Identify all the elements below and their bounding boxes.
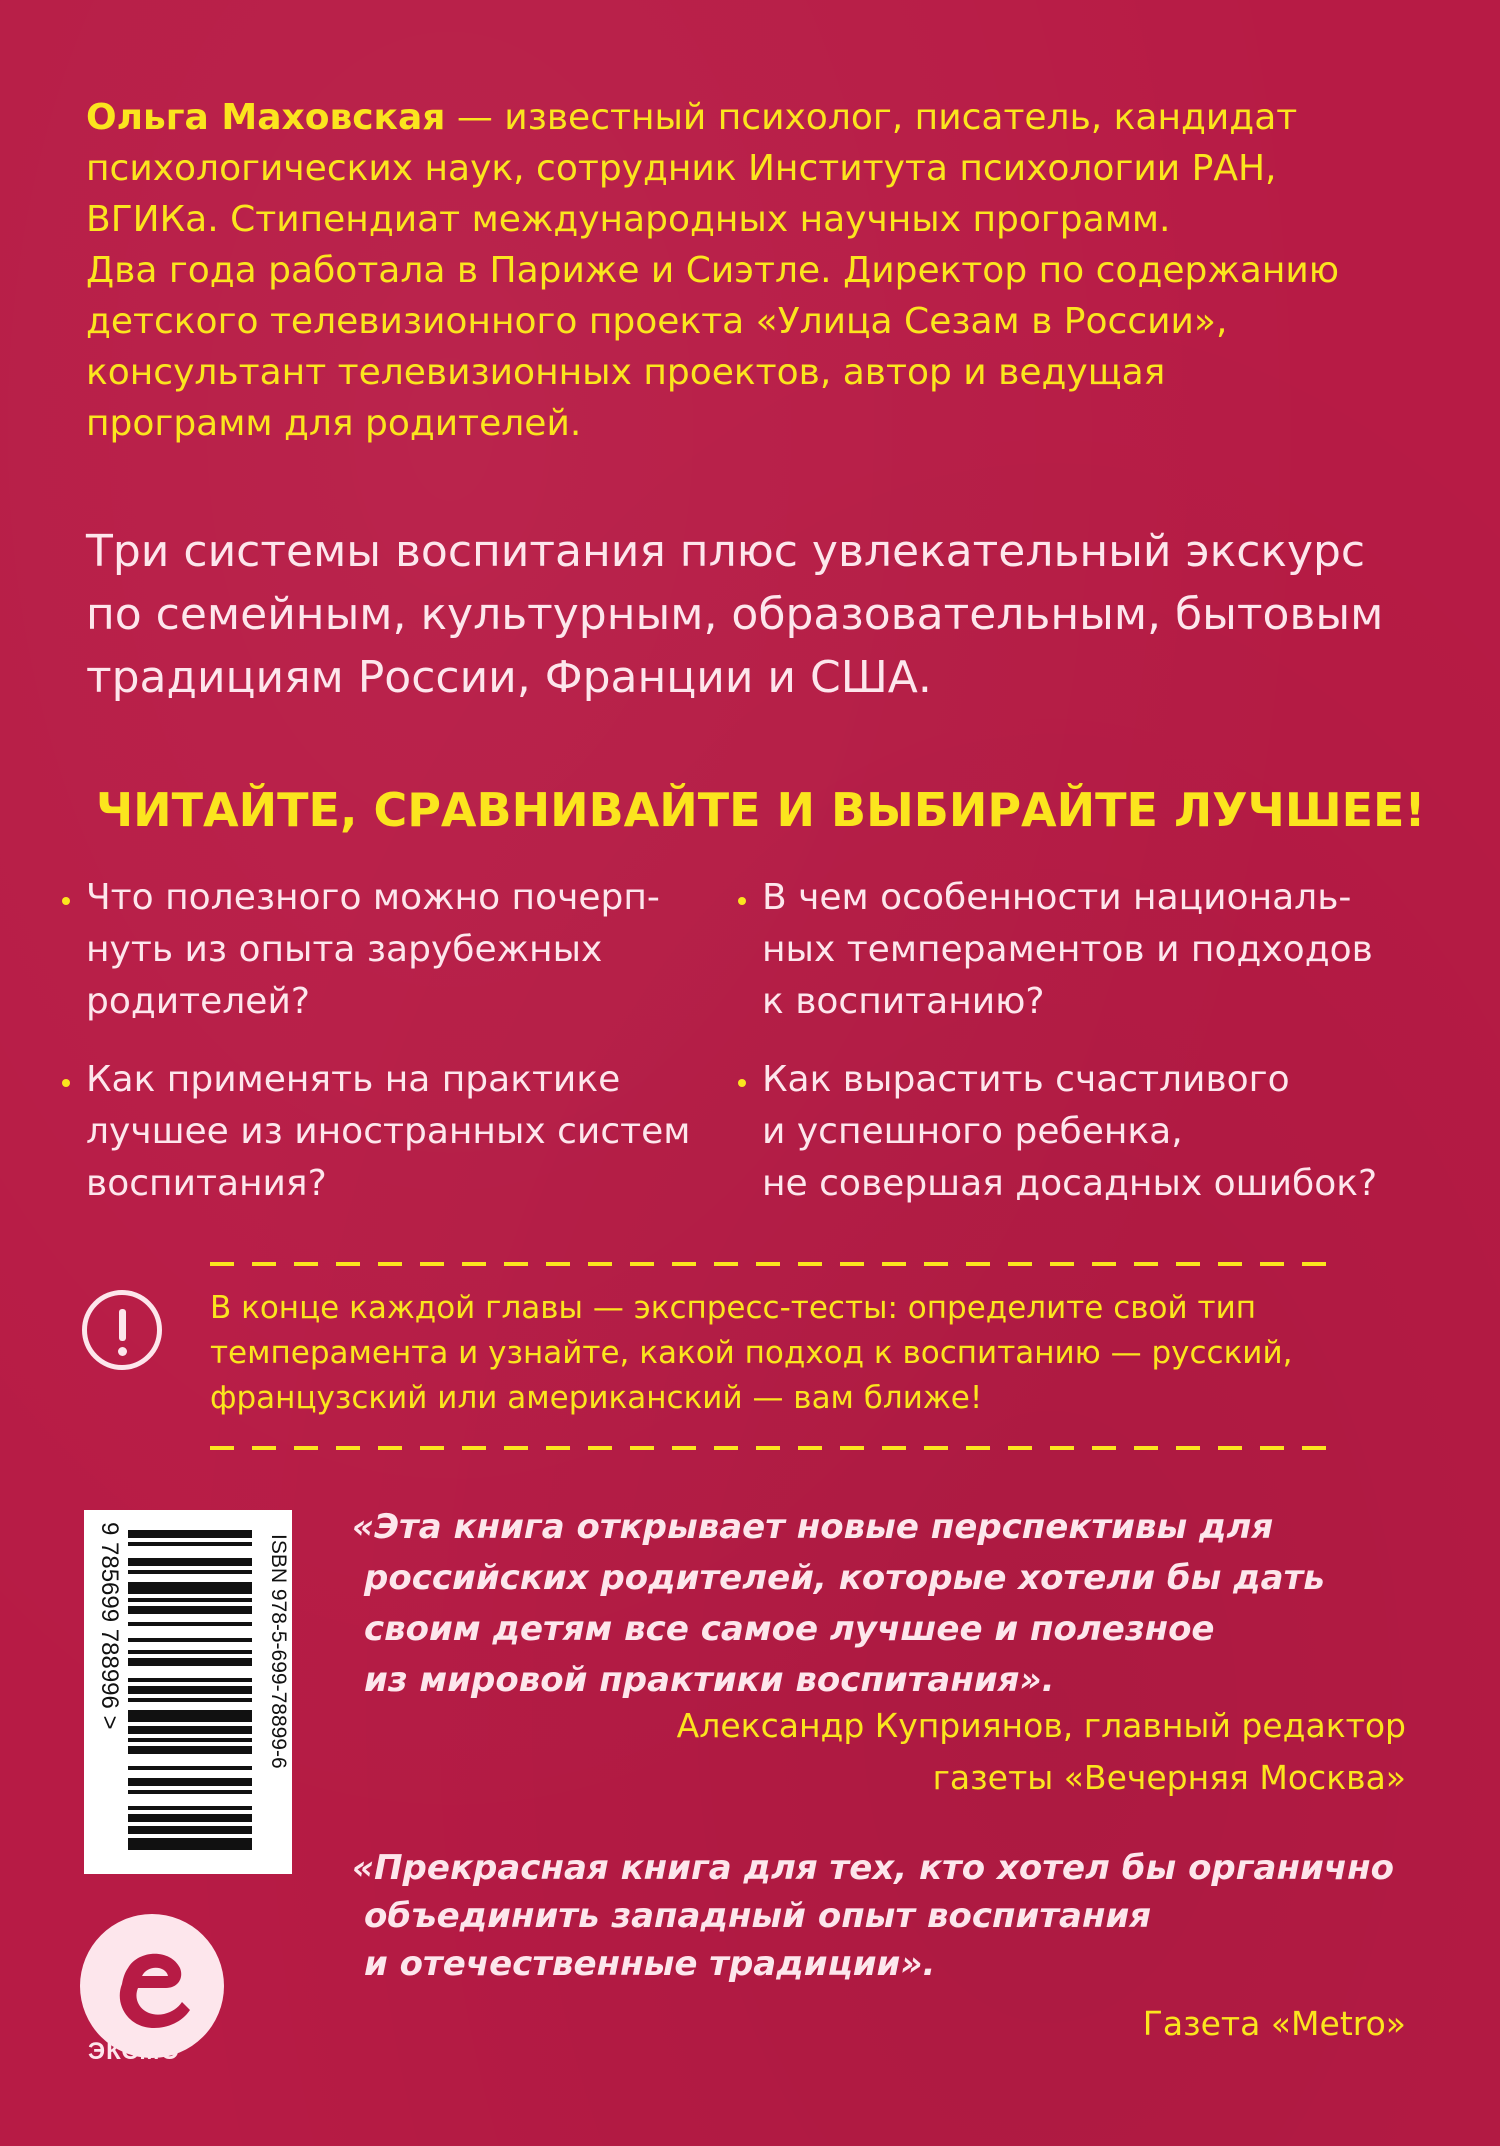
- question-line: не совершая досадных ошибок?: [762, 1163, 1378, 1204]
- barcode-bar: [128, 1766, 252, 1770]
- question-line: и успешного ребенка,: [762, 1111, 1183, 1152]
- question-line: Как применять на практике: [86, 1059, 621, 1100]
- quote-line: из мировой практики воспитания».: [364, 1660, 1055, 1700]
- barcode-bar: [128, 1638, 252, 1642]
- bullet-dot-icon: [62, 897, 70, 905]
- barcode-bar: [128, 1838, 252, 1850]
- barcode-bar: [128, 1738, 252, 1742]
- question-item: [62, 872, 660, 1028]
- quote-line: своим детям все самое лучшее и полезное: [364, 1609, 1215, 1649]
- attribution-line: газеты «Вечерняя Москва»: [932, 1758, 1406, 1797]
- barcode-bar: [128, 1698, 252, 1702]
- question-line: родителей?: [86, 981, 310, 1022]
- barcode-bar: [128, 1622, 252, 1626]
- barcode-icon: [84, 1510, 292, 1874]
- barcode-bar: [128, 1606, 252, 1614]
- barcode-bar: [128, 1778, 252, 1786]
- author-bio-line: программ для родителей.: [86, 403, 582, 444]
- barcode-bar: [128, 1686, 252, 1694]
- author-bio-line: консультант телевизионных проектов, автор и ведущая: [86, 352, 1166, 393]
- barcode-bar: [128, 1570, 252, 1574]
- barcode-bar: [128, 1726, 252, 1734]
- barcode-bar: [128, 1746, 252, 1754]
- bullet-dot-icon: [738, 897, 746, 905]
- publisher-name: ЭКСМО: [88, 2038, 181, 2065]
- quote-line: «Эта книга открывает новые перспективы для: [352, 1507, 1274, 1547]
- author-bio-line: психологических наук, сотрудник Института психологии РАН,: [86, 148, 1277, 189]
- barcode-bar: [128, 1558, 252, 1566]
- attribution-line: Александр Куприянов, главный редактор: [676, 1706, 1406, 1745]
- question-item: [62, 1054, 690, 1210]
- barcode-bar: [128, 1542, 252, 1546]
- description-line: по семейным, культурным, образовательным, бытовым: [86, 589, 1384, 640]
- question-line: лучшее из иностранных систем: [86, 1111, 691, 1152]
- review-attribution-1: [677, 1700, 1406, 1804]
- question-line: Что полезного можно почерп-: [86, 877, 660, 918]
- barcode-bar: [128, 1650, 252, 1654]
- description-line: Три системы воспитания плюс увлекательный экскурс: [86, 526, 1366, 577]
- express-line: В конце каждой главы — экспресс-тесты: определите свой тип: [210, 1290, 1256, 1326]
- barcode-bar: [128, 1710, 252, 1722]
- quote-line: и отечественные традиции».: [364, 1944, 936, 1984]
- question-line: воспитания?: [86, 1163, 327, 1204]
- quote-line: российских родителей, которые хотели бы дать: [364, 1558, 1325, 1598]
- barcode-bar: [128, 1582, 252, 1594]
- author-name: Ольга Маховская: [86, 97, 446, 138]
- barcode-bar: [128, 1814, 252, 1822]
- question-line: Как вырастить счастливого: [762, 1059, 1290, 1100]
- barcode-bar: [128, 1826, 252, 1834]
- bullet-dot-icon: [62, 1079, 70, 1087]
- barcode-bar: [128, 1530, 252, 1538]
- author-bio-line: — известный психолог, писатель, кандидат: [445, 97, 1298, 138]
- review-quote-2: [352, 1844, 1412, 1988]
- book-description: [86, 520, 1426, 709]
- question-item: [738, 1054, 1377, 1210]
- exclamation-icon: [82, 1290, 162, 1370]
- dashed-divider-bottom: [210, 1446, 1340, 1450]
- review-quote-1: [352, 1502, 1412, 1706]
- review-attribution-2: Газета «Metro»: [1142, 2004, 1406, 2043]
- description-line: традициям России, Франции и США.: [86, 652, 932, 703]
- barcode-bar: [128, 1790, 252, 1794]
- barcode-bar: [128, 1598, 252, 1602]
- express-line: французский или американский — вам ближе!: [210, 1380, 983, 1416]
- bullet-dot-icon: [738, 1079, 746, 1087]
- call-to-action-heading: ЧИТАЙТЕ, СРАВНИВАЙТЕ И ВЫБИРАЙТЕ ЛУЧШЕЕ!: [96, 783, 1426, 837]
- author-bio-line: Два года работала в Париже и Сиэтле. Директор по содержанию: [86, 250, 1340, 291]
- express-line: темперамента и узнайте, какой подход к воспитанию — русский,: [210, 1335, 1293, 1371]
- question-line: к воспитанию?: [762, 981, 1045, 1022]
- question-line: ных темпераментов и подходов: [762, 929, 1373, 970]
- quote-line: «Прекрасная книга для тех, кто хотел бы органично: [352, 1848, 1394, 1888]
- barcode-digits: 9 785699 788996 >: [96, 1522, 123, 1730]
- author-bio-line: ВГИКа. Стипендиат международных научных программ.: [86, 199, 1171, 240]
- express-tests-note: [210, 1286, 1450, 1421]
- barcode-bar: [128, 1658, 252, 1666]
- isbn-barcode: [84, 1510, 292, 1874]
- author-bio: [86, 92, 1426, 449]
- question-line: нуть из опыта зарубежных: [86, 929, 603, 970]
- dashed-divider-top: [210, 1262, 1340, 1266]
- barcode-bar: [128, 1806, 252, 1810]
- quote-line: объединить западный опыт воспитания: [364, 1896, 1152, 1936]
- question-item: [738, 872, 1373, 1028]
- barcode-bar: [128, 1678, 252, 1682]
- author-bio-line: детского телевизионного проекта «Улица Сезам в России»,: [86, 301, 1228, 342]
- question-line: В чем особенности националь-: [762, 877, 1352, 918]
- isbn-label: ISBN 978-5-699-78899-6: [267, 1534, 290, 1769]
